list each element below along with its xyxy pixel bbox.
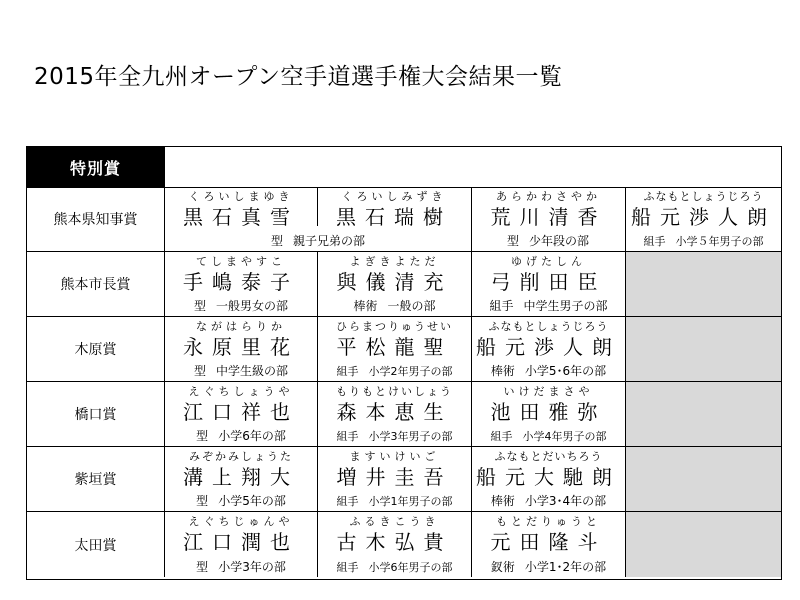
winner-furigana: ゆげたしん (511, 255, 586, 268)
award-name: 熊本市長賞 (27, 252, 165, 316)
winner-category: 棒術 小学5･6年の部 (490, 364, 607, 378)
winner-cell (165, 317, 317, 381)
winner-cell (317, 252, 471, 316)
winner-name: 黒石真雪 (183, 205, 299, 229)
award-name: 橋口賞 (27, 382, 165, 446)
winner-name: 溝上翔大 (183, 465, 299, 489)
winner-name: 手嶋泰子 (183, 270, 299, 294)
winner-name: 船元大馳朗 (476, 465, 621, 489)
winner-category: 組手 小学1年男子の部 (336, 495, 453, 508)
winner-name: 船元渉人朗 (476, 335, 621, 359)
winner-cell (471, 382, 625, 446)
winner-furigana: えぐちじゅんや (188, 515, 294, 528)
award-name: 熊本県知事賞 (27, 187, 165, 251)
winner-cell (317, 317, 471, 381)
winner-furigana: えぐちしょうや (188, 385, 294, 398)
winner-name: 永原里花 (183, 335, 299, 359)
winner-cell (317, 512, 471, 577)
page-title: 2015年全九州オープン空手道選手権大会結果一覧 (34, 64, 563, 90)
winner-category: 型 一般男女の部 (193, 299, 289, 313)
winner-furigana: ふなもとだいちろう (494, 450, 603, 463)
winner-name: 古木弘貴 (336, 530, 453, 554)
table-row (27, 382, 781, 447)
winner-name: 弓削田臣 (490, 270, 607, 294)
winner-furigana: よぎきよただ (349, 255, 440, 268)
winner-name: 森本恵生 (336, 400, 453, 424)
winner-category: 組手 中学生男子の部 (489, 299, 608, 313)
winner-furigana: ふなもとしょうじろう (643, 190, 764, 203)
winner-name: 平松龍聖 (336, 335, 453, 359)
empty-cell (625, 447, 781, 511)
winner-cell (471, 447, 625, 511)
header-empty-cell (164, 147, 781, 187)
winner-category: 型 少年段の部 (506, 234, 590, 248)
winner-category: 型 小学6年の部 (196, 429, 286, 443)
winner-furigana: ひらまつりゅうせい (336, 320, 453, 333)
winner-furigana: もりもとけいしょう (336, 385, 453, 398)
empty-cell (625, 512, 781, 577)
winner-cell (317, 382, 471, 446)
empty-cell (625, 252, 781, 316)
winner-category: 組手 小学５年男子の部 (643, 235, 764, 248)
winner-name: 元田隆斗 (490, 530, 607, 554)
winner-name: 江口祥也 (183, 400, 299, 424)
winner-name: 増井圭吾 (336, 465, 453, 489)
winner-category: 棒術 小学3･4年の部 (490, 494, 607, 508)
winner-cell (165, 512, 317, 577)
winner-cell (471, 512, 625, 577)
table-row (27, 447, 781, 512)
table-row (27, 187, 781, 252)
winner-furigana: もとだりゅうと (496, 515, 601, 528)
winner-furigana: あらかわさやか (496, 190, 601, 203)
table-row (27, 317, 781, 382)
winner-name: 荒川清香 (490, 205, 607, 229)
winner-category: 組手 小学2年男子の部 (336, 365, 453, 378)
winner-furigana: てしまやすこ (196, 255, 286, 268)
winner-cell (471, 252, 625, 316)
winner-category: 組手 小学3年男子の部 (336, 430, 453, 443)
winner-cell (165, 382, 317, 446)
award-name: 紫垣賞 (27, 447, 165, 511)
winner-cell (625, 187, 781, 251)
winner-category: 組手 小学6年男子の部 (336, 561, 453, 574)
empty-cell (625, 382, 781, 446)
winner-furigana: くろいしみずき (341, 190, 447, 203)
winner-cell (471, 317, 625, 381)
winner-category: 棒術 一般の部 (353, 299, 436, 313)
winner-furigana: みぞかみしょうた (189, 450, 293, 463)
winner-category: 釵術 小学1･2年の部 (490, 560, 607, 574)
winner-cell (317, 447, 471, 511)
empty-cell (625, 317, 781, 381)
winner-name: 與儀清充 (336, 270, 453, 294)
winner-name: 江口潤也 (183, 530, 299, 554)
winner-name: 船元渉人朗 (631, 205, 776, 229)
winner-category: 型 親子兄弟の部 (270, 234, 366, 248)
winner-cell (165, 447, 317, 511)
winner-category: 型 中学生級の部 (193, 364, 289, 378)
table-header (27, 147, 781, 188)
winner-furigana: ふなもとしょうじろう (488, 320, 609, 333)
winner-name: 池田雅弥 (490, 400, 607, 424)
winner-furigana: ながはらりか (196, 320, 286, 333)
results-table (26, 146, 782, 580)
award-name: 木原賞 (27, 317, 165, 381)
award-name: 太田賞 (27, 512, 165, 577)
table-row (27, 512, 781, 577)
winner-furigana: くろいしまゆき (188, 190, 294, 203)
winner-category: 型 小学3年の部 (196, 560, 286, 574)
winner-category: 型 小学5年の部 (196, 494, 286, 508)
table-row (27, 252, 781, 317)
winner-cell (165, 252, 317, 316)
winner-furigana: ますいけいご (349, 450, 440, 463)
winner-furigana: ふるきこうき (349, 515, 440, 528)
special-award-label: 特別賞 (27, 147, 164, 187)
winner-furigana: いけだまさや (503, 385, 594, 398)
winner-category: 組手 小学4年男子の部 (490, 430, 607, 443)
winner-name: 黒石瑞樹 (336, 205, 452, 229)
